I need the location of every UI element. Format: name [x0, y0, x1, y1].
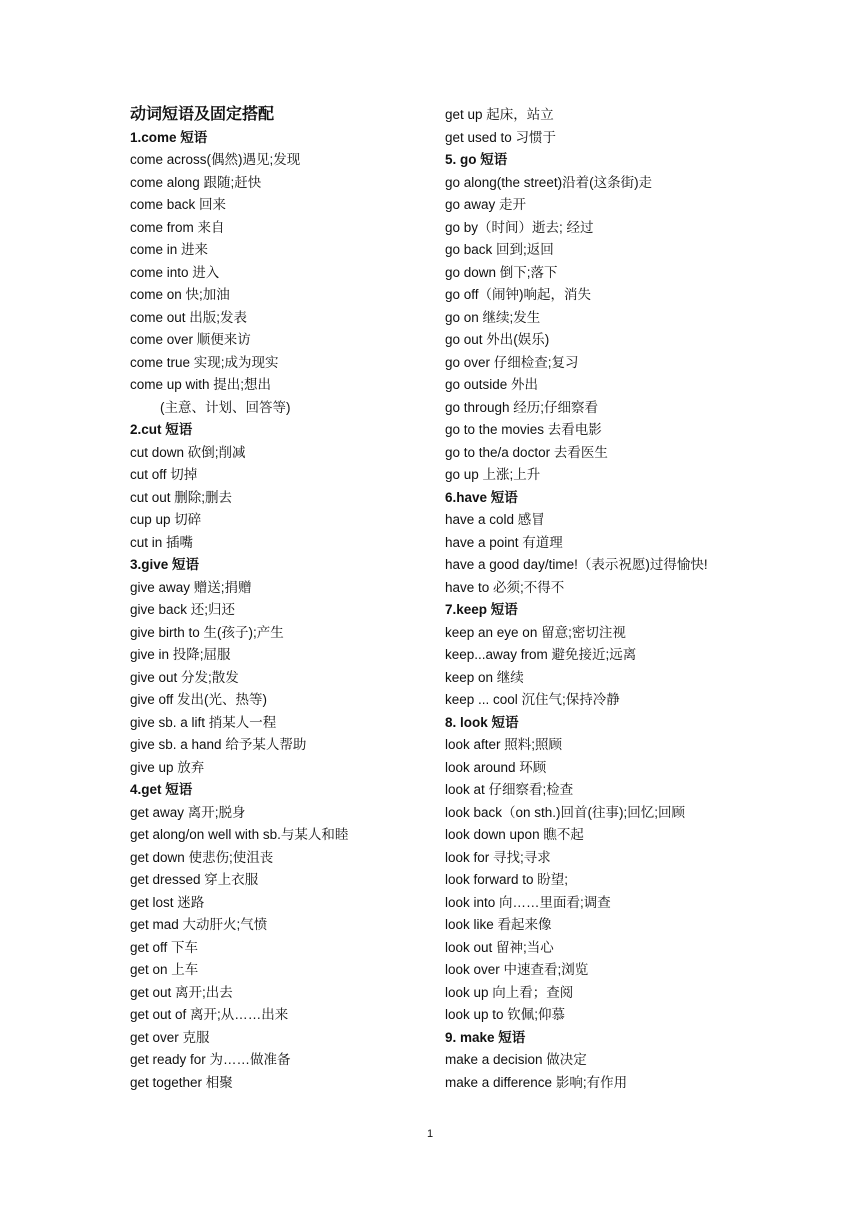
- phrase-entry: get together 相聚: [130, 1074, 233, 1090]
- phrase-entry: give in 投降;屈服: [130, 647, 231, 662]
- phrase-entry: make a decision 做决定: [445, 1052, 587, 1067]
- phrase-entry: cut out 删除;删去: [130, 489, 233, 505]
- phrase-entry: go back 回到;返回: [445, 242, 554, 257]
- phrase-entry: get used to 习惯于: [445, 129, 557, 145]
- phrase-entry: go on 继续;发生: [445, 309, 541, 325]
- phrase-entry: look out 留神;当心: [445, 939, 554, 955]
- section-heading: 5. go 短语: [445, 152, 508, 167]
- phrase-entry: keep on 继续: [445, 669, 524, 685]
- section-heading: 1.come 短语: [130, 129, 208, 145]
- phrase-entry: go out 外出(娱乐): [445, 332, 550, 347]
- phrase-entry: get lost 迷路: [130, 894, 205, 910]
- section-heading: 6.have 短语: [445, 489, 518, 505]
- phrase-entry: come on 快;加油: [130, 287, 230, 302]
- phrase-entry: get away 离开;脱身: [130, 804, 246, 820]
- right-column: [445, 104, 845, 1094]
- phrase-entry: get ready for 为……做准备: [130, 1052, 291, 1067]
- phrase-entry: cut in 插嘴: [130, 534, 194, 550]
- phrase-entry: get on 上车: [130, 962, 199, 977]
- phrase-entry: come out 出版;发表: [130, 309, 248, 325]
- phrase-entry: give out 分发;散发: [130, 669, 239, 685]
- phrase-entry: go along(the street)沿着(这条街)走: [445, 174, 653, 190]
- phrase-entry: have a good day/time!（表示祝愿)过得愉快!: [445, 557, 708, 572]
- phrase-entry: look up to 钦佩;仰慕: [445, 1007, 566, 1022]
- phrase-entry: get over 克服: [130, 1029, 210, 1045]
- phrase-entry: give off 发出(光、热等): [130, 692, 268, 707]
- phrase-entry: give up 放弃: [130, 759, 205, 775]
- section-heading: 7.keep 短语: [445, 602, 518, 617]
- section-heading: 8. look 短语: [445, 714, 519, 730]
- phrase-entry: have a cold 感冒: [445, 512, 545, 527]
- phrase-entry: look over 中速查看;浏览: [445, 962, 589, 977]
- phrase-entry: (主意、计划、回答等): [160, 399, 291, 415]
- phrase-entry: come over 顺便来访: [130, 332, 251, 347]
- left-column: [130, 104, 430, 1094]
- left-phrase-list: [130, 127, 430, 1095]
- phrase-entry: cut off 切掉: [130, 467, 198, 482]
- phrase-entry: go outside 外出: [445, 377, 539, 392]
- phrase-entry: get mad 大动肝火;气愤: [130, 917, 268, 932]
- phrase-entry: come from 来自: [130, 219, 225, 235]
- phrase-entry: come along 跟随;赶快: [130, 174, 262, 190]
- phrase-entry: look into 向……里面看;调查: [445, 894, 611, 910]
- phrase-entry: come back 回来: [130, 197, 227, 212]
- section-heading: 4.get 短语: [130, 782, 193, 797]
- phrase-entry: look forward to 盼望;: [445, 872, 569, 887]
- phrase-entry: come across(偶然)遇见;发现: [130, 152, 301, 167]
- phrase-entry: look for 寻找;寻求: [445, 849, 551, 865]
- phrase-entry: get dressed 穿上衣服: [130, 872, 259, 887]
- phrase-entry: look like 看起来像: [445, 917, 552, 932]
- phrase-entry: look up 向上看；查阅: [445, 984, 574, 1000]
- phrase-entry: look down upon 瞧不起: [445, 827, 584, 842]
- phrase-entry: look at 仔细察看;检查: [445, 782, 574, 797]
- phrase-entry: come into 进入: [130, 264, 220, 280]
- section-heading: 9. make 短语: [445, 1029, 526, 1045]
- phrase-entry: keep...away from 避免接近;远离: [445, 647, 637, 662]
- phrase-entry: go down 倒下;落下: [445, 264, 558, 280]
- phrase-entry: give sb. a lift 捎某人一程: [130, 714, 277, 730]
- phrase-entry: go off（闹钟)响起，消失: [445, 287, 592, 302]
- phrase-entry: go by（时间）逝去; 经过: [445, 219, 594, 235]
- phrase-entry: have to 必须;不得不: [445, 579, 565, 595]
- phrase-entry: make a difference 影响;有作用: [445, 1074, 628, 1090]
- phrase-entry: have a point 有道理: [445, 534, 563, 550]
- phrase-entry: go to the movies 去看电影: [445, 422, 602, 437]
- phrase-entry: go through 经历;仔细察看: [445, 399, 599, 415]
- phrase-entry: cut down 砍倒;削减: [130, 444, 246, 460]
- phrase-entry: get up 起床，站立: [445, 107, 554, 122]
- section-heading: 2.cut 短语: [130, 422, 193, 437]
- phrase-entry: look after 照料;照顾: [445, 737, 563, 752]
- phrase-entry: go over 仔细检查;复习: [445, 354, 579, 370]
- phrase-entry: come true 实现;成为现实: [130, 354, 279, 370]
- phrase-entry: give sb. a hand 给予某人帮助: [130, 737, 307, 752]
- phrase-entry: give back 还;归还: [130, 602, 236, 617]
- phrase-entry: get out of 离开;从……出来: [130, 1007, 289, 1022]
- phrase-entry: get down 使悲伤;使沮丧: [130, 849, 274, 865]
- phrase-entry: go to the/a doctor 去看医生: [445, 444, 608, 460]
- phrase-entry: get out 离开;出去: [130, 984, 233, 1000]
- phrase-entry: cup up 切碎: [130, 512, 202, 527]
- page-title: 动词短语及固定搭配: [130, 106, 275, 123]
- right-phrase-list: [445, 104, 845, 1094]
- phrase-entry: give birth to 生(孩子);产生: [130, 624, 284, 640]
- phrase-entry: get along/on well with sb.与某人和睦: [130, 827, 349, 842]
- phrase-entry: go away 走开: [445, 197, 527, 212]
- page-number: 1: [426, 1128, 434, 1140]
- phrase-entry: keep an eye on 留意;密切注视: [445, 624, 626, 640]
- phrase-entry: come in 进来: [130, 242, 209, 257]
- phrase-entry: come up with 提出;想出: [130, 377, 272, 392]
- phrase-entry: keep ... cool 沉住气;保持冷静: [445, 692, 620, 707]
- phrase-entry: give away 赠送;捐赠: [130, 579, 252, 595]
- phrase-entry: look back（on sth.)回首(往事);回忆;回顾: [445, 804, 686, 820]
- phrase-entry: go up 上涨;上升: [445, 467, 541, 482]
- phrase-entry: look around 环顾: [445, 759, 547, 775]
- phrase-entry: get off 下车: [130, 939, 199, 955]
- section-heading: 3.give 短语: [130, 557, 200, 572]
